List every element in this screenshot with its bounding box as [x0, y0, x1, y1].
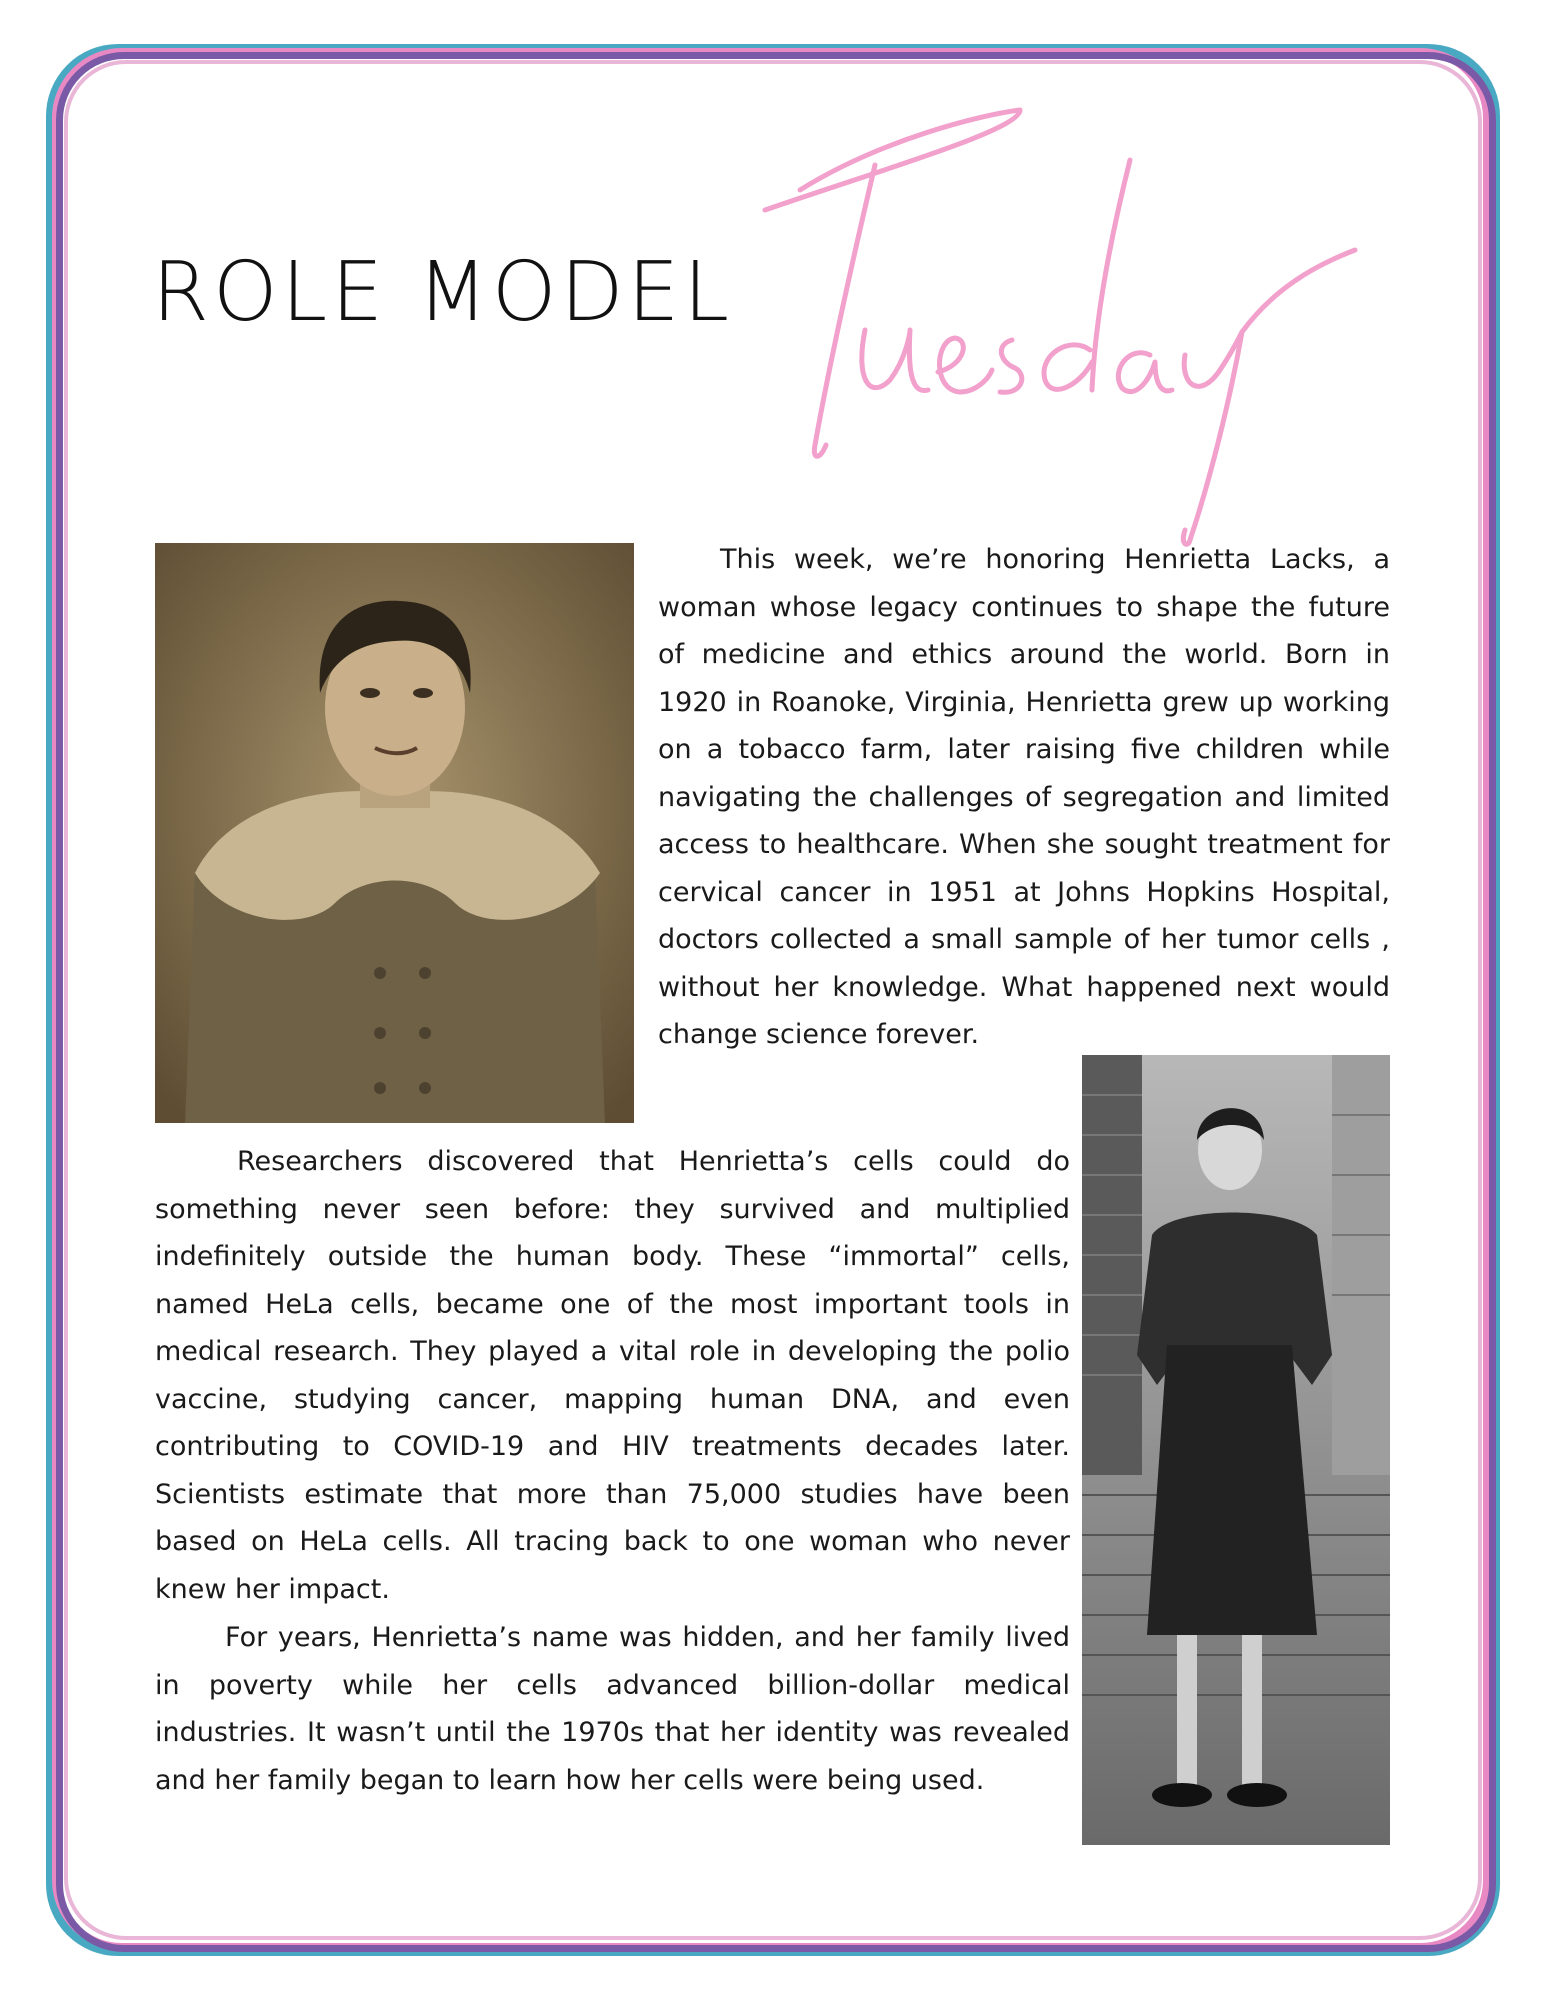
standing-photo: [1082, 1055, 1390, 1845]
portrait-photo: [155, 543, 634, 1123]
page-title: ROLE MODEL: [152, 245, 734, 340]
body-paragraph-2: Researchers discovered that Henrietta’s cells could do something never seen before: they survived and multiplied indefinitely outside the human body. These “immortal” cells, named HeLa cells, became one of the most important tools in medical research. They played a vital role in developing the polio vaccine, studying cancer, mapping human DNA, and even contributing to COVID-19 and HIV treatments decades later. Scientists estimate that more than 75,000 studies have been based on HeLa cells. All tracing back to one woman who never knew her impact.: [155, 1146, 1070, 1605]
title-script-tuesday: [760, 100, 1360, 550]
body-paragraph-3: For years, Henrietta’s name was hidden, and her family lived in poverty while her cells advanced billion-dollar medical industries. It wasn’t until the 1970s that her identity was revealed and her family began to learn how her cells were being used.: [155, 1622, 1070, 1796]
body-paragraph-1: This week, we’re honoring Henrietta Lacks, a woman whose legacy continues to shape the future of medicine and ethics around the world. Born in 1920 in Roanoke, Virginia, Henrietta grew up working on a tobacco farm, later raising five children while navigating the challenges of segregation and limited access to healthcare. When she sought treatment for cervical cancer in 1951 at Johns Hopkins Hospital, doctors collected a small sample of her tumor cells , without her knowledge. What happened next would change science forever.: [658, 544, 1390, 1050]
